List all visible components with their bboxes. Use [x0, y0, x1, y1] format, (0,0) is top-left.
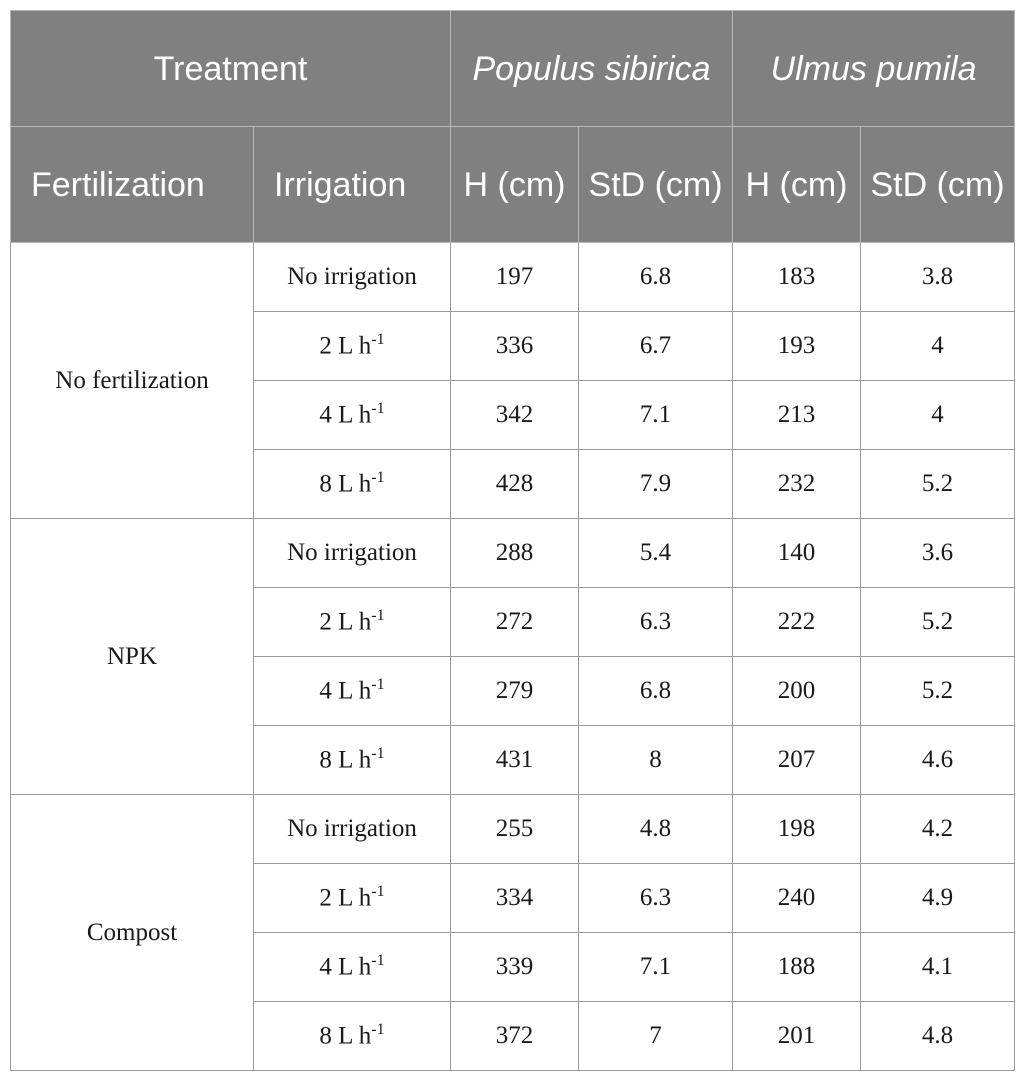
ulmus-std-header: StD (cm) — [861, 127, 1015, 243]
irrigation-label: 2 L h — [319, 884, 372, 912]
ulmus-height-header: H (cm) — [733, 127, 861, 243]
populus-std-cell: 7.9 — [579, 450, 733, 519]
irrigation-cell — [254, 657, 451, 726]
irrigation-label: 2 L h — [319, 608, 372, 636]
fertilization-cell: Compost — [11, 795, 254, 1071]
ulmus-height-cell: 188 — [733, 933, 861, 1002]
table-body — [11, 243, 1015, 1071]
header-row-columns — [11, 127, 1015, 243]
populus-height-cell: 428 — [451, 450, 579, 519]
table-row — [11, 243, 1015, 312]
irrigation-cell — [254, 243, 451, 312]
irrigation-label: No irrigation — [287, 263, 417, 290]
irrigation-cell — [254, 1002, 451, 1071]
unit-exponent: -1 — [371, 676, 385, 694]
irrigation-label: 8 L h — [319, 470, 372, 498]
fertilization-cell: No fertilization — [11, 243, 254, 519]
irrigation-label: 4 L h — [319, 401, 372, 429]
ulmus-height-cell: 232 — [733, 450, 861, 519]
unit-exponent: -1 — [371, 607, 385, 625]
ulmus-height-cell: 183 — [733, 243, 861, 312]
irrigation-label: 2 L h — [319, 332, 372, 360]
populus-height-cell: 342 — [451, 381, 579, 450]
populus-std-cell: 7.1 — [579, 933, 733, 1002]
fertilization-cell: NPK — [11, 519, 254, 795]
ulmus-std-cell: 3.8 — [861, 243, 1015, 312]
populus-std-cell: 5.4 — [579, 519, 733, 588]
species-ulmus-header: Ulmus pumila — [733, 11, 1015, 127]
ulmus-std-cell: 5.2 — [861, 450, 1015, 519]
treatment-header: Treatment — [11, 11, 451, 127]
populus-std-cell: 6.7 — [579, 312, 733, 381]
populus-height-header: H (cm) — [451, 127, 579, 243]
table-row — [11, 519, 1015, 588]
unit-exponent: -1 — [371, 745, 385, 763]
populus-height-cell: 431 — [451, 726, 579, 795]
irrigation-label: 4 L h — [319, 953, 372, 981]
unit-exponent: -1 — [371, 469, 385, 487]
irrigation-cell — [254, 864, 451, 933]
ulmus-std-cell: 4.8 — [861, 1002, 1015, 1071]
irrigation-header: Irrigation — [254, 127, 451, 243]
ulmus-std-cell: 3.6 — [861, 519, 1015, 588]
populus-std-cell: 6.8 — [579, 243, 733, 312]
ulmus-height-cell: 240 — [733, 864, 861, 933]
ulmus-height-cell: 200 — [733, 657, 861, 726]
populus-std-cell: 7 — [579, 1002, 733, 1071]
species-populus-header: Populus sibirica — [451, 11, 733, 127]
table-row — [11, 795, 1015, 864]
populus-std-cell: 8 — [579, 726, 733, 795]
ulmus-std-cell: 4 — [861, 381, 1015, 450]
unit-exponent: -1 — [371, 952, 385, 970]
irrigation-cell — [254, 312, 451, 381]
ulmus-height-cell: 198 — [733, 795, 861, 864]
populus-std-header: StD (cm) — [579, 127, 733, 243]
unit-exponent: -1 — [371, 400, 385, 418]
populus-height-cell: 334 — [451, 864, 579, 933]
ulmus-std-cell: 4.6 — [861, 726, 1015, 795]
populus-height-cell: 255 — [451, 795, 579, 864]
populus-std-cell: 6.8 — [579, 657, 733, 726]
populus-height-cell: 339 — [451, 933, 579, 1002]
irrigation-cell — [254, 933, 451, 1002]
populus-height-cell: 197 — [451, 243, 579, 312]
populus-std-cell: 7.1 — [579, 381, 733, 450]
ulmus-height-cell: 193 — [733, 312, 861, 381]
ulmus-std-cell: 4.2 — [861, 795, 1015, 864]
unit-exponent: -1 — [371, 883, 385, 901]
unit-exponent: -1 — [371, 331, 385, 349]
ulmus-std-cell: 5.2 — [861, 657, 1015, 726]
populus-std-cell: 6.3 — [579, 864, 733, 933]
irrigation-cell — [254, 519, 451, 588]
populus-std-cell: 6.3 — [579, 588, 733, 657]
results-table — [10, 10, 1015, 1071]
ulmus-height-cell: 213 — [733, 381, 861, 450]
ulmus-height-cell: 140 — [733, 519, 861, 588]
irrigation-label: No irrigation — [287, 815, 417, 842]
ulmus-std-cell: 4 — [861, 312, 1015, 381]
header-row-species — [11, 11, 1015, 127]
ulmus-height-cell: 222 — [733, 588, 861, 657]
irrigation-cell — [254, 588, 451, 657]
irrigation-cell — [254, 381, 451, 450]
irrigation-cell — [254, 450, 451, 519]
populus-height-cell: 272 — [451, 588, 579, 657]
populus-height-cell: 336 — [451, 312, 579, 381]
populus-std-cell: 4.8 — [579, 795, 733, 864]
irrigation-cell — [254, 726, 451, 795]
irrigation-label: No irrigation — [287, 539, 417, 566]
ulmus-height-cell: 207 — [733, 726, 861, 795]
unit-exponent: -1 — [371, 1021, 385, 1039]
fertilization-header: Fertilization — [11, 127, 254, 243]
irrigation-label: 8 L h — [319, 746, 372, 774]
ulmus-height-cell: 201 — [733, 1002, 861, 1071]
irrigation-label: 8 L h — [319, 1022, 372, 1050]
ulmus-std-cell: 4.1 — [861, 933, 1015, 1002]
populus-height-cell: 288 — [451, 519, 579, 588]
ulmus-std-cell: 5.2 — [861, 588, 1015, 657]
populus-height-cell: 372 — [451, 1002, 579, 1071]
irrigation-cell — [254, 795, 451, 864]
populus-height-cell: 279 — [451, 657, 579, 726]
table-header — [11, 11, 1015, 243]
ulmus-std-cell: 4.9 — [861, 864, 1015, 933]
irrigation-label: 4 L h — [319, 677, 372, 705]
